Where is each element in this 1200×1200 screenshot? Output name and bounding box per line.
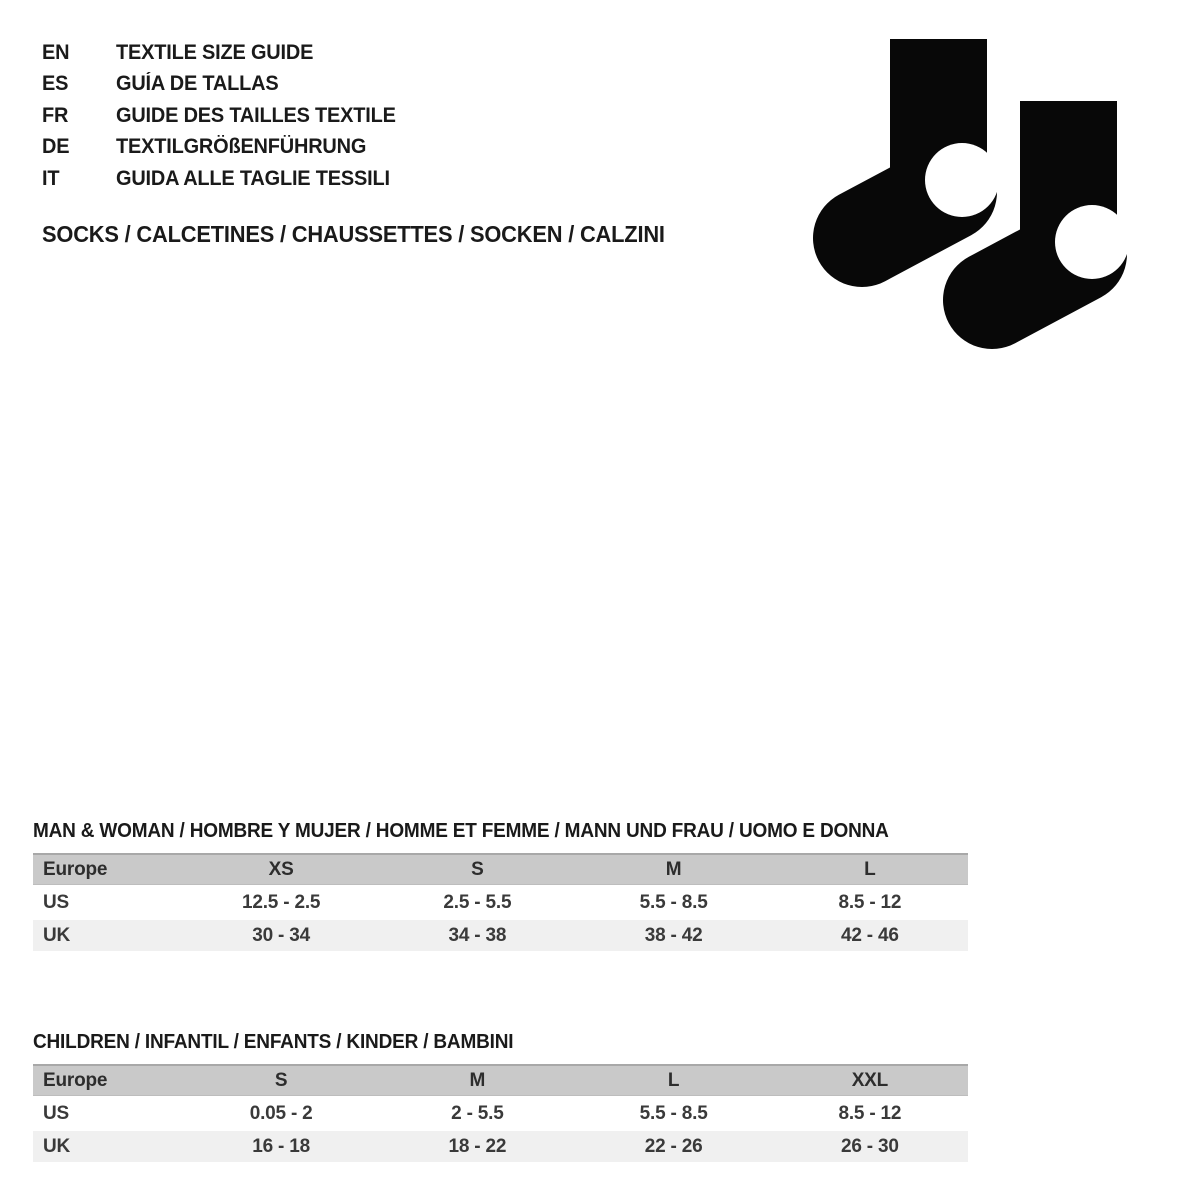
language-label: TEXTILGRÖßENFÜHRUNG bbox=[116, 135, 367, 159]
column-header: Europe bbox=[43, 858, 108, 880]
column-header: M bbox=[469, 1069, 486, 1091]
size-value: 5.5 - 8.5 bbox=[639, 1102, 708, 1124]
size-value: 8.5 - 12 bbox=[838, 891, 902, 913]
size-guide-subtitle: SOCKS / CALCETINES / CHAUSSETTES / SOCKEN / CALZINI bbox=[42, 221, 665, 247]
column-header: M bbox=[665, 858, 682, 880]
table-header-row bbox=[33, 853, 968, 885]
language-code: EN bbox=[42, 40, 70, 64]
language-code: ES bbox=[42, 72, 69, 96]
table-header-row bbox=[33, 1064, 968, 1096]
table-title: CHILDREN / INFANTIL / ENFANTS / KINDER / BAMBINI bbox=[33, 1031, 514, 1053]
language-code: IT bbox=[42, 166, 60, 190]
column-header: Europe bbox=[43, 1069, 108, 1091]
column-header: L bbox=[864, 858, 876, 880]
size-value: 8.5 - 12 bbox=[838, 1102, 902, 1124]
table-row bbox=[33, 887, 968, 918]
language-row bbox=[42, 37, 410, 69]
size-value: 2.5 - 5.5 bbox=[443, 891, 512, 913]
size-value: 30 - 34 bbox=[252, 924, 310, 946]
table-body bbox=[33, 1098, 968, 1162]
table-body bbox=[33, 887, 968, 951]
language-code: DE bbox=[42, 135, 70, 159]
table-title: MAN & WOMAN / HOMBRE Y MUJER / HOMME ET FEMME / MANN UND FRAU / UOMO E DONNA bbox=[33, 820, 889, 842]
column-header: S bbox=[274, 1069, 288, 1091]
language-label: GUÍA DE TALLAS bbox=[116, 72, 279, 96]
size-value: 16 - 18 bbox=[252, 1135, 310, 1157]
language-row bbox=[42, 163, 410, 195]
language-row bbox=[42, 69, 410, 101]
language-code: FR bbox=[42, 103, 69, 127]
size-value: 26 - 30 bbox=[840, 1135, 899, 1157]
sock-shape-right bbox=[992, 101, 1129, 300]
row-label: US bbox=[43, 1102, 69, 1124]
size-value: 22 - 26 bbox=[644, 1135, 703, 1157]
size-value: 12.5 - 2.5 bbox=[241, 891, 321, 913]
size-value: 42 - 46 bbox=[840, 924, 899, 946]
language-row bbox=[42, 132, 410, 164]
socks-icon bbox=[808, 32, 1130, 352]
row-label: UK bbox=[43, 924, 71, 946]
language-label: TEXTILE SIZE GUIDE bbox=[116, 40, 314, 64]
column-header: S bbox=[471, 858, 484, 880]
column-header: L bbox=[667, 1069, 680, 1091]
column-header: XS bbox=[268, 858, 294, 880]
size-value: 2 - 5.5 bbox=[451, 1102, 504, 1124]
table-row bbox=[33, 920, 968, 951]
size-value: 38 - 42 bbox=[644, 924, 703, 946]
size-value: 34 - 38 bbox=[448, 924, 507, 946]
row-label: UK bbox=[43, 1135, 71, 1157]
language-row bbox=[42, 100, 410, 132]
man-woman-size-table bbox=[33, 820, 968, 951]
size-value: 18 - 22 bbox=[448, 1135, 507, 1157]
language-list bbox=[42, 37, 410, 195]
table-row bbox=[33, 1131, 968, 1162]
table-row bbox=[33, 1098, 968, 1129]
children-size-table bbox=[33, 1031, 968, 1162]
sock-shape-left bbox=[862, 39, 999, 238]
language-label: GUIDE DES TAILLES TEXTILE bbox=[116, 103, 396, 127]
column-header: XXL bbox=[851, 1069, 889, 1091]
size-value: 0.05 - 2 bbox=[249, 1102, 313, 1124]
language-label: GUIDA ALLE TAGLIE TESSILI bbox=[116, 166, 390, 190]
size-value: 5.5 - 8.5 bbox=[639, 891, 708, 913]
row-label: US bbox=[43, 891, 69, 913]
